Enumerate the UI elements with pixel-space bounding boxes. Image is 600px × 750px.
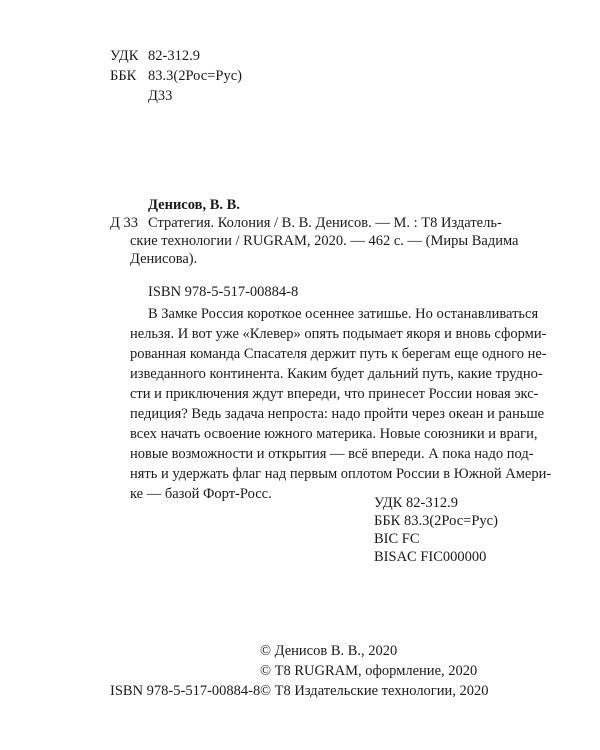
udk-value: 82-312.9: [148, 48, 200, 64]
title-line-3: Денисова).: [130, 251, 198, 267]
bottom-bic: BIC FC: [374, 531, 420, 547]
annotation-line: новые возможности и открытия — всё впереди. А пока надо под-: [130, 446, 534, 462]
record-isbn: ISBN 978-5-517-00884-8: [148, 284, 299, 300]
author-mark: Д33: [148, 88, 173, 104]
annotation: [130, 304, 552, 504]
title-line-1: Стратегия. Колония / В. В. Денисов. — М. : Т8 Издатель-: [148, 215, 502, 231]
udk-label: УДК: [110, 48, 139, 64]
bottom-udk: УДК 82-312.9: [374, 495, 458, 511]
copyright-line: © Т8 Издательские технологии, 2020: [260, 683, 489, 699]
annotation-line: ке — базой Форт-Росс.: [130, 486, 272, 502]
footer-isbn: ISBN 978-5-517-00884-8: [110, 683, 261, 699]
copyright-line: © Денисов В. В., 2020: [260, 643, 398, 659]
annotation-line: изведанного континента. Каким будет дальний путь, какие трудно-: [130, 366, 543, 382]
annotation-line: педиция? Ведь задача непроста: надо пройти через океан и раньше: [130, 406, 545, 422]
bbk-value: 83.3(2Рос=Рус): [148, 68, 242, 84]
annotation-line: нельзя. И вот уже «Клевер» опять подымает якоря и вновь сформи-: [130, 326, 547, 342]
author-heading: Денисов, В. В.: [148, 197, 240, 213]
top-bbk: [110, 67, 242, 85]
bottom-bisac: BISAC FIC000000: [374, 549, 487, 565]
annotation-line: нять и удержать флаг над первым оплотом России в Южной Амери-: [130, 466, 552, 482]
copyright-line: © Т8 RUGRAM, оформление, 2020: [260, 663, 478, 679]
top-udk: [110, 47, 200, 65]
annotation-line: всех начать освоение южного материка. Новые союзники и враги,: [130, 426, 538, 442]
annotation-line: рованная команда Спасателя держит путь к берегам еще одного не-: [130, 346, 547, 362]
annotation-line: В Замке Россия короткое осеннее затишье. Но останавливаться: [148, 306, 539, 322]
bottom-bbk: ББК 83.3(2Рос=Рус): [374, 513, 498, 529]
bbk-label: ББК: [110, 68, 137, 84]
title-line-2: ские технологии / RUGRAM, 2020. — 462 с. — (Миры Вадима: [130, 233, 519, 249]
annotation-line: сти и приключения ждут впереди, что принесет России новая экс-: [130, 386, 539, 402]
call-number: Д 33: [110, 215, 139, 231]
